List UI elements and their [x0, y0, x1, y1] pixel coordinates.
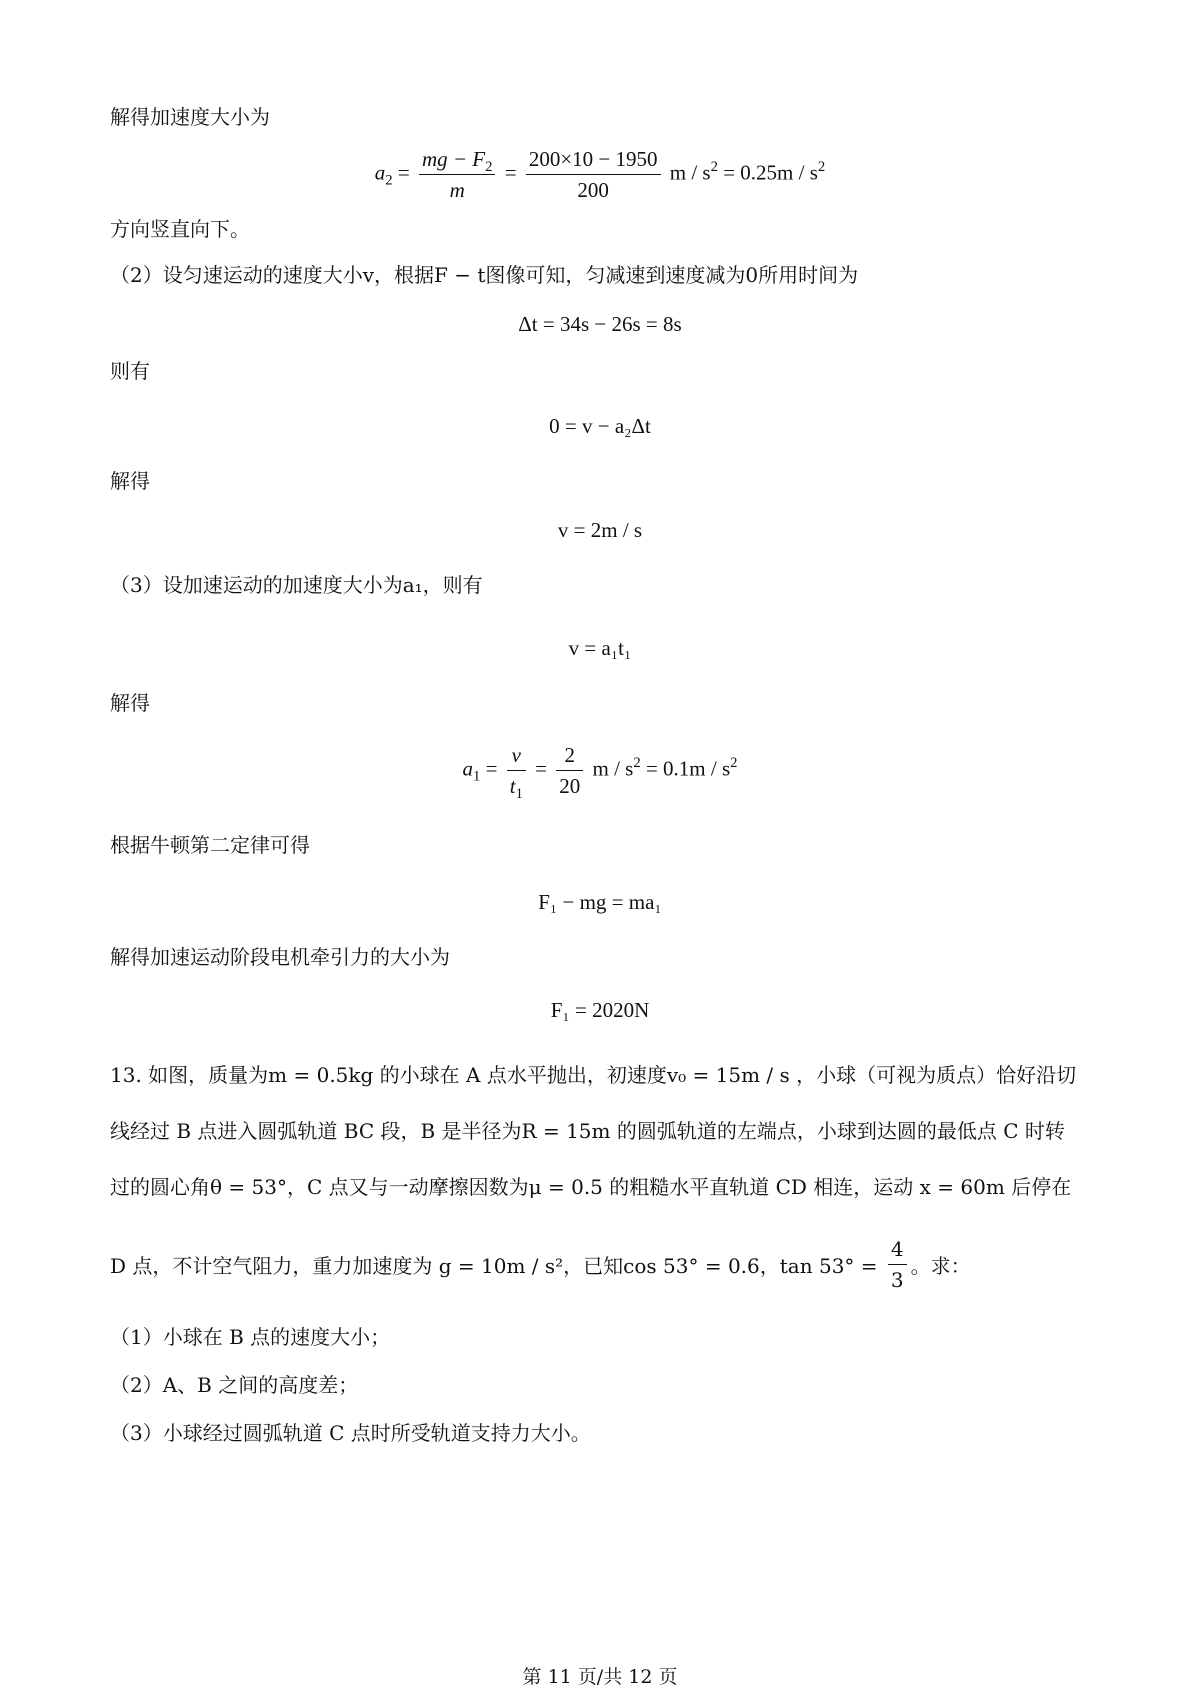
question-13-sub-1: （1）小球在 B 点的速度大小； — [110, 1325, 391, 1349]
eq-a1-frac1-num: v — [507, 740, 526, 771]
eq-a2-unit-exp: 2 — [710, 159, 718, 176]
solution-line-7: 解得 — [110, 691, 150, 715]
tan-fraction — [888, 1234, 907, 1295]
eq-a1-lhs-sub: 1 — [473, 768, 481, 785]
equation-newton: F₁ − mg = ma₁ — [538, 890, 662, 914]
eq-a2-frac-2 — [526, 144, 661, 205]
equation-f1: F₁ = 2020N — [550, 998, 650, 1022]
solution-line-5: 解得 — [110, 469, 150, 493]
solution-line-2: 方向竖直向下。 — [110, 217, 250, 241]
equation-a1: $a_1$ = $\frac{v}{t_1}$ = $\frac{2}{20}$ $m / s^2 = 0.1m / s^2$ — [0, 740, 1200, 801]
question-13-sub-2: （2）A、B 之间的高度差； — [110, 1373, 359, 1397]
eq-a1-frac-1 — [507, 740, 526, 801]
eq-a2-lhs: a — [374, 160, 386, 185]
solution-line-4: 则有 — [110, 359, 150, 383]
solution-part-2: （2）设匀速运动的速度大小v，根据F − t图像可知，匀减速到速度减为0所用时间为 — [110, 263, 859, 287]
page-footer: 第 11 页/共 12 页 — [522, 1666, 678, 1688]
eq-a1-frac2-den: 20 — [559, 774, 581, 798]
solution-part-3: （3）设加速运动的加速度大小为a₁，则有 — [110, 573, 483, 597]
question-13-line-1: 13. 如图，质量为m = 0.5kg 的小球在 A 点水平抛出，初速度v₀ = 15m / s ，小球（可视为质点）恰好沿切 — [110, 1063, 1077, 1087]
eq-a2-result-exp: 2 — [817, 159, 826, 176]
eq-a1-unit: m / s — [592, 756, 634, 781]
equation-a2: $a_2$ = $\frac{mg - F_2}{m}$ = $\frac{200\times 10 - 1950}{200}$ $m / s^2 = 0.25m / s^2$ — [0, 144, 1200, 205]
equation-v: v = 2m / s — [557, 518, 643, 542]
eq-a2-frac-1 — [419, 144, 496, 205]
equation-v-a1t1: v = a₁t₁ — [568, 636, 632, 660]
tan-fraction-num: 4 — [888, 1234, 907, 1265]
eq-a2-frac2-den: 200 — [577, 178, 609, 202]
question-13-line-3: 过的圆心角θ = 53°，C 点又与一动摩擦因数为μ = 0.5 的粗糙水平直轨道 CD 相连，运动 x = 60m 后停在 — [110, 1175, 1072, 1199]
equation-delta-t: Δt = 34s − 26s = 8s — [518, 312, 682, 336]
eq-a2-frac1-den: m — [449, 178, 465, 202]
equation-zero: 0 = v − a₂Δt — [549, 414, 651, 438]
eq-a2-result: = 0.25m / s — [723, 160, 818, 185]
solution-line-9: 解得加速运动阶段电机牵引力的大小为 — [110, 945, 450, 969]
solution-line-8: 根据牛顿第二定律可得 — [110, 833, 310, 857]
eq-a1-unit-exp: 2 — [633, 755, 641, 772]
eq-a2-unit: m / s — [669, 160, 711, 185]
question-13-line-2: 线经过 B 点进入圆弧轨道 BC 段，B 是半径为R = 15m 的圆弧轨道的左端点，小球到达圆的最低点 C 时转 — [110, 1119, 1065, 1143]
eq-a2-frac1-num-sub: 2 — [485, 159, 493, 176]
eq-a2-frac2-num: 200×10 − 1950 — [526, 144, 661, 175]
eq-a1-result: = 0.1m / s — [645, 756, 731, 781]
eq-a1-result-exp: 2 — [730, 755, 738, 772]
question-13-line-4-end: 。求： — [910, 1254, 971, 1278]
eq-a1-frac1-den-sub: 1 — [515, 786, 523, 803]
solution-line-1: 解得加速度大小为 — [110, 105, 270, 129]
question-13-line-4 — [110, 1237, 971, 1295]
question-13-line-4-text: D 点，不计空气阻力，重力加速度为 g = 10m / s²，已知cos 53° = 0.6，tan 53° = — [110, 1254, 878, 1278]
eq-a1-lhs: a — [462, 756, 474, 781]
tan-fraction-den: 3 — [890, 1268, 904, 1292]
eq-a1-frac-2 — [556, 740, 583, 801]
question-13-sub-3: （3）小球经过圆弧轨道 C 点时所受轨道支持力大小。 — [110, 1421, 591, 1445]
eq-a1-frac1-den: t — [509, 774, 516, 798]
eq-a2-lhs-sub: 2 — [385, 172, 393, 189]
eq-a2-frac1-num: mg − F — [421, 147, 486, 171]
eq-a1-frac2-num: 2 — [556, 740, 583, 771]
